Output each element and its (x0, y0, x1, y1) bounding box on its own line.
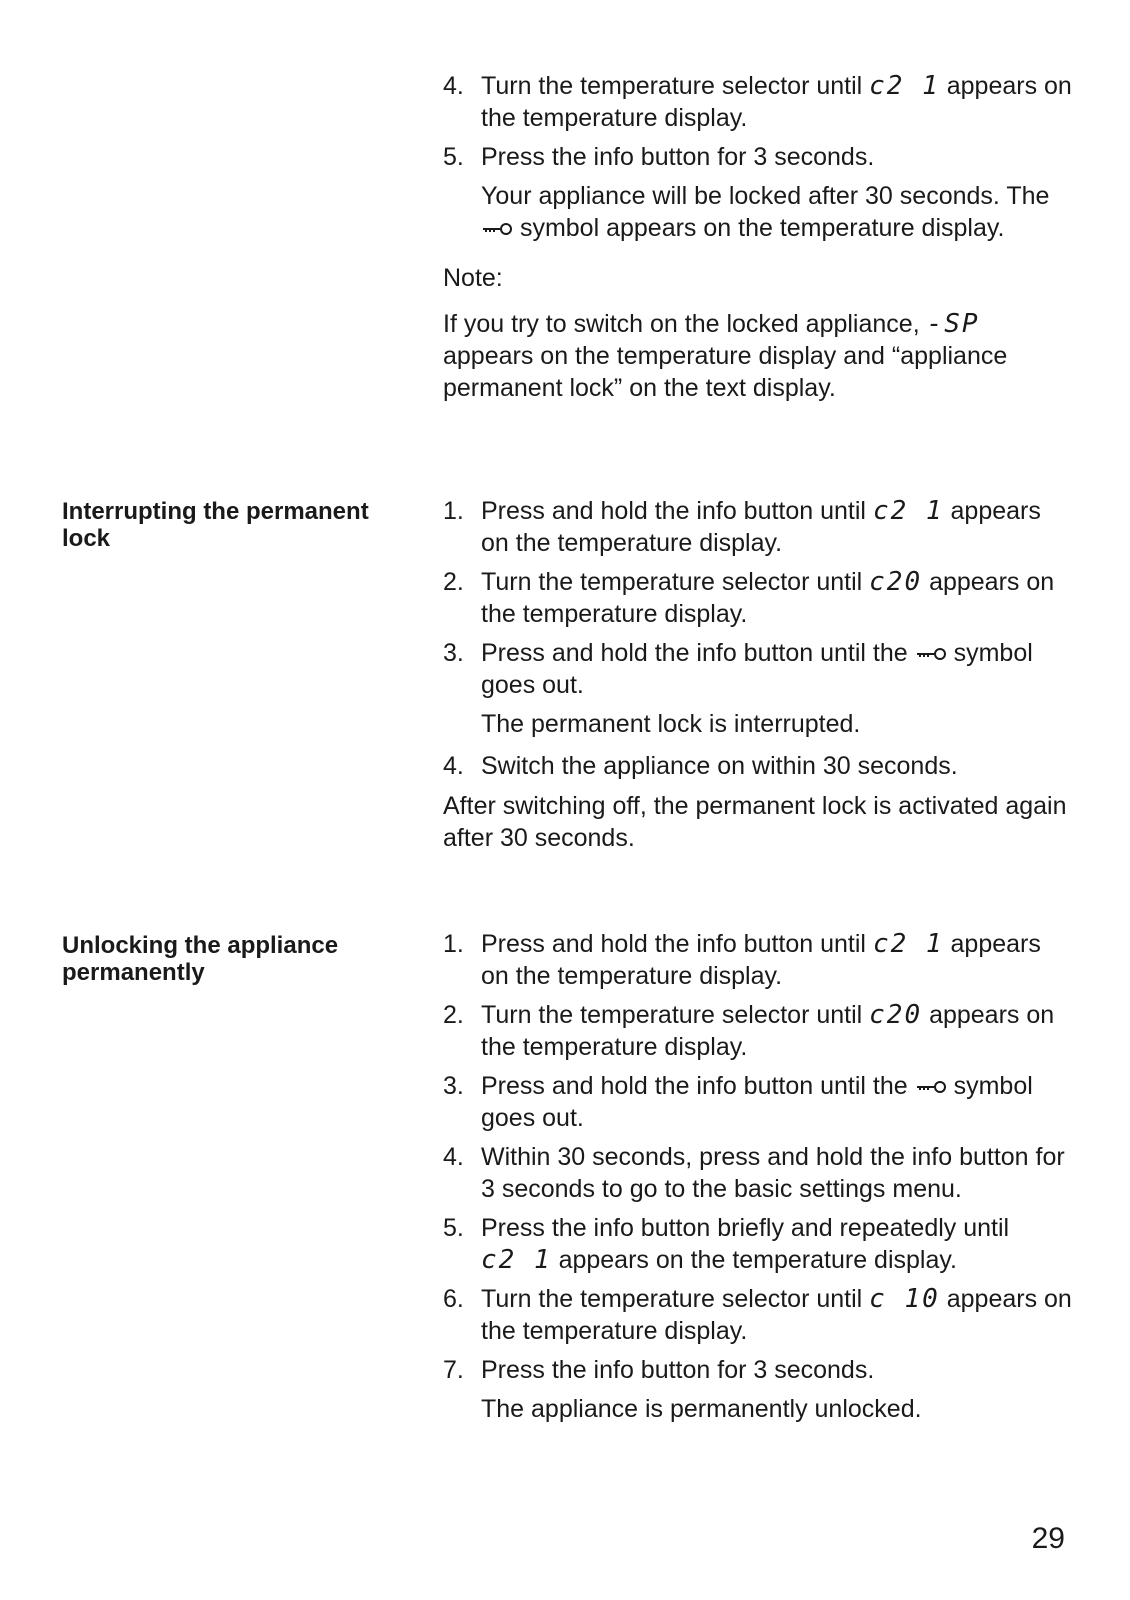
step-1: 1. Press and hold the info button until c2 1 appears on the temperature display. (443, 496, 1041, 557)
key-icon (915, 1079, 947, 1095)
step-5: 5. Press the info button briefly and repeatedly until c2 1 appears on the temperature display. (443, 1214, 1010, 1275)
key-icon (915, 646, 947, 662)
note-text: If you try to switch on the locked appliance, -SP appears on the temperature display and “appliance permanent lock” on the text display. (443, 309, 1008, 402)
unlock-steps (443, 928, 1073, 1435)
step-4: 4. Turn the temperature selector until c2 1 appears on the temperature display. (443, 71, 1072, 132)
step-5: 5. Press the info button for 3 seconds. (443, 143, 875, 171)
step-7: 7. Press the info button for 3 seconds. (443, 1356, 875, 1384)
page-number: 29 (1031, 1522, 1065, 1555)
closing-text: After switching off, the permanent lock is activated again after 30 seconds. (443, 792, 1067, 852)
step-4: 4. Within 30 seconds, press and hold the info button for 3 seconds to go to the basic settings menu. (443, 1143, 1065, 1203)
note-heading: Note: (443, 264, 503, 292)
display-code: c20 (869, 1000, 923, 1030)
step-3: 3. Press and hold the info button until the symbol goes out. (443, 639, 1033, 699)
step-2: 2. Turn the temperature selector until c20 appears on the temperature display. (443, 1000, 1055, 1061)
step-result: The appliance is permanently unlocked. (481, 1395, 922, 1423)
display-code: -SP (926, 309, 980, 339)
display-code: c2 1 (869, 71, 940, 101)
step-6: 6. Turn the temperature selector until c 10 appears on the temperature display. (443, 1284, 1072, 1345)
display-code: c2 1 (872, 496, 944, 526)
section-heading-unlock: Unlocking the appliance permanently (62, 932, 339, 986)
section-heading-interrupt: Interrupting the permanent lock (62, 498, 369, 552)
step-4: 4. Switch the appliance on within 30 seconds. (443, 752, 958, 780)
display-code: c 10 (869, 1284, 940, 1314)
display-code: c2 1 (481, 1245, 552, 1275)
key-icon (481, 221, 513, 237)
step-result: Your appliance will be locked after 30 seconds. The symbol appears on the temperature display. (481, 182, 1050, 242)
interrupt-steps (443, 495, 1073, 854)
step-2: 2. Turn the temperature selector until c20 appears on the temperature display. (443, 567, 1055, 628)
display-code: c20 (869, 567, 923, 597)
lock-steps-continued (443, 70, 1073, 404)
step-result: The permanent lock is interrupted. (481, 710, 861, 738)
step-3: 3. Press and hold the info button until the symbol goes out. (443, 1072, 1033, 1132)
display-code: c2 1 (872, 929, 944, 959)
step-1: 1. Press and hold the info button until c2 1 appears on the temperature display. (443, 929, 1041, 990)
